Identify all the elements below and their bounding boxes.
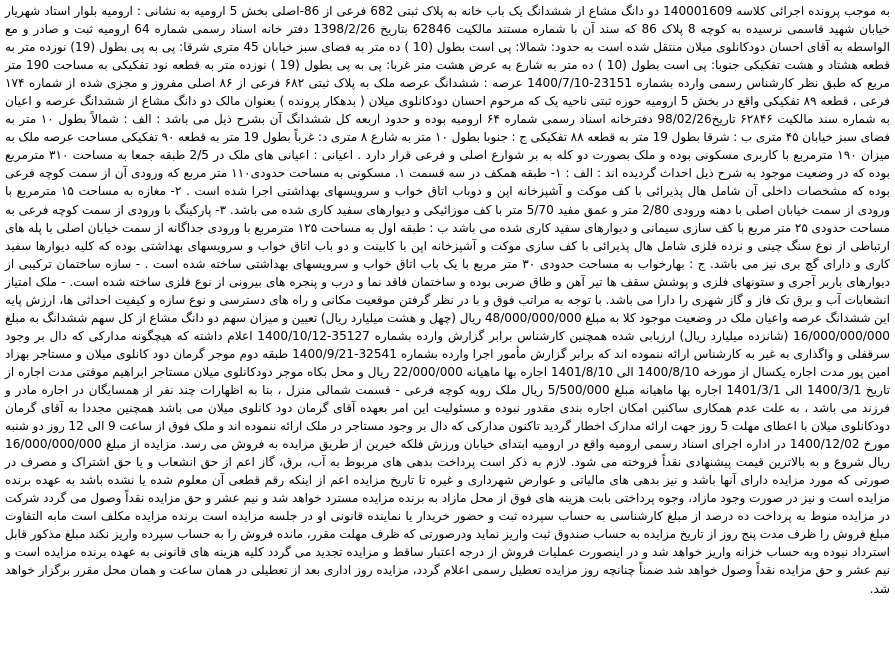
auction-notice-text: به موجب پرونده اجرائی کلاسه 140001609 دو دانگ مشاع از ششدانگ یک باب خانه به پلاک ثبتی 682 فرعی از 86-اصلی بخش 5 ارومیه به نشانی : ارومیه بلوار استاد شهریار خیابان شهید قاسمی نرسیده به کوچه 8 پلاک 86 که سند آن با شماره مستند مالکیت 62846 بتاریخ 1398/2/26 دفتر خانه اسناد رسمی شماره 64 ارومیه ثبت و صادر و مع الواسطه به آقای احسان دودکانلوی میلان منتقل شده است به حدود: شمالا: پی است بطول (10 ) ده متر به فضای سبز خیابان 45 متری شرقا: پی به پی بطول (19) نوزده متر به قطعه هشتاد و هشت تفکیکی جنوبا: پی است بطول (10 ) ده متر به شارع به عرض هشت متر غربا: پی به پی بطول (19 ) نوزده متر به قطعه نود تفکیکی به مساحت 190 متر مربع که طبق نظر کارشناس رسمی وارده بشماره 23151-1400/7/10 عرصه : ششدانگ عرصه ملک به پلاک ثبتی ۶۸۲ فرعی از ۸۶ اصلی مفروز و مجزی شده از شماره ۱۷۴ فرعی ، قطعه ۸۹ تفکیکی واقع در بخش 5 ارومیه حوزه ثبتی ناحیه یک که مرحوم احسان دودکانلوی میلان ( بدهکار پرونده ) بعنوان مالک دو دانگ مشاع از ششدانگ عرصه و اعیان به شماره سند مالکیت ۶۲۸۴۶ تاریخ98/02/26 دفترخانه اسناد رسمی شماره ۶۴ ارومیه بوده و حدود اربعه کل ششدانگ آن بشرح ذیل می باشد : الف : شمالاً بطول ۱۰ متر به فضای سبز خیابان ۴۵ متری ب : شرقا بطول 19 متر به قطعه ۸۸ تفکیکی ج : جنوبا بطول ۱۰ متر به شارع ۸ متری د: غرباً بطول 19 متر به قطعه ۹۰ تفکیکی مساحت عرصه ملک به میزان ۱۹۰ مترمربع با کاربری مسکونی بوده و ملک بصورت دو کله به بر شوارع اصلی و فرعی قرار دارد . اعیانی : اعیانی های ملک در 2/5 طبقه جمعا به مساحت ۳۱۰ مترمربع بوده که در وضعیت موجود به شرح ذیل احداث گردیده اند : الف : ۱- طبقه همکف در سه قسمت ۱. مسکونی به مساحت حدودی۱۱۰ متر مربع که ورودی آن از سمت کوچه فرعی بوده که مشخصات داخلی آن شامل هال پذیرائی با کف موکت و آشپزخانه اپن و دوباب اتاق خواب و سرویسهای بهداشتی اجرا شده است . ۲- مغازه به مساحت ۱۵ مترمربع با ورودی از سمت خیابان اصلی با دهنه ورودی 2/80 متر و عمق مفید 5/70 متر با کف موزائیکی و دیوارهای سفید کاری شده می باشد. ۳- پارکینگ با ورودی از سمت کوچه فرعی به مساحت حدودی ۲۵ متر مربع با کف سازی سیمانی و دیوارهای سفید کاری شده می باشد ب : طبقه اول به مساحت ۱۲۵ مترمربع با ورودی جداگانه از سمت خیابان اصلی با پله های ارتباطی از نوع سنگ چینی و نرده فلزی شامل هال پذیرائی با کف سازی موکت و آشپزخانه اپن با کابینت و دو باب اتاق خواب و سرویسهای بهداشتی بوده که کلیه دیوارها سفید کاری و دارای گچ بری نیز می باشد. ج : بهارخواب به مساحت حدودی ۳۰ متر مربع با یک باب اتاق خواب و سرویسهای بهداشتی ساخته شده است . - سازه ساختمان ترکیبی از دیوارهای باربر آجری و ستونهای فلزی و پوشش سقف ها تیر آهن و طاق ضربی بوده و ساختمان فاقد نما و درب و پنجره های بیرونی از نوع فلزی ساخته شده است. - ملک امتیاز انشعابات آب و برق تک فاز و گاز شهری را دارا می باشد. با توجه به مراتب فوق و با در نظر گرفتن موقعیت مکانی و راه های دسترسی و نوع سازه و کیفیت احداثی ها، ارزش پایه این ششدانگ عرصه واعیان ملک در وضعیت موجود کلا به مبلغ 48/000/000/000 ریال (چهل و هشت میلیارد ریال) تعیین و میزان سهم دو دانگ مشاع از کل سهم ششدانگ به مبلغ 16/000/000/000 (شانزده میلیارد ریال) ارزیابی شده همچنین کارشناس برابر گزارش وارده بشماره 35127-1400/10/12 اعلام داشته که هیچگونه مدارکی که دال بر وجود سرقفلی و واگذاری به غیر به کارشناس ارائه ننموده اند که برابر گزارش مأمور اجرا وارده بشماره 32541-1400/9/21 طبقه دوم موجر گرمان دود کانلوی میلان و مستاجر بهزاد امین پور مدت اجاره یکسال از مورخه 1400/8/10 الی 1401/8/10 اجاره بها ماهیانه 22/000/000 ریال و محل بکاه موجر دودکانلوی میلان مستاجر ابراهیم موقتی مدت اجاره از تاریخ 1400/3/1 الی 1401/3/1 اجاره بها ماهیانه مبلغ 5/500/000 ریال ملک رویه کوچه فرعی - قسمت شمالی منزل ، بنا به اظهارات چند نفر از همسایگان در اجاره مادر و فرزند می باشد ، به علت عدم همکاری ساکنین امکان اجاره بندی مقدور نبوده و مسئولیت این امر بعهده آقای گرمان دود کانلوی میلان می باشد همچنین مجددا به آقای گرمان دودکانلوی میلان با اعطای مهلت 5 روز جهت ارائه مدارک اخطار گردید تاکنون مدارکی که دال بر وجود مستاجر در ملک ارائه ننموده اند و ملک فوق از ساعت 9 الی 12 روز دو شنبه مورخ 1400/12/02 در اداره اجرای اسناد رسمی ارومیه واقع در ارومیه ابتدای خیابان ورزش فلکه خیرین از طریق مزایده به فروش می رسد. مزایده از مبلغ 16/000/000/000 ریال شروع و به بالاترین قیمت پیشنهادی نقداً فروخته می شود. لازم به ذکر است پرداخت بدهی های مربوط به آب، برق، گاز اعم از حق انشعاب و یا حق اشتراک و مصرف در صورتی که مورد مزایده دارای آنها باشد و نیز بدهی های مالیاتی و عوارض شهرداری و غیره تا تاریخ مزایده اعم از اینکه رقم قطعی آن معلوم شده یا نشده باشد به عهده برنده مزایده است و نیز در صورت وجود مازاد، وجوه پرداختی بابت هزینه های فوق از محل مازاد به برنده مزایده مسترد خواهد شد و نیم عشر و حق مزایده نقداً وصول می گردد شرکت در مزایده منوط به پرداخت ده درصد از مبلغ کارشناسی به حساب سپرده ثبت و حضور خریدار یا نماینده قانونی او در جلسه مزایده است برنده مزایده مکلف است مابه التفاوت مبلغ فروش را ظرف مدت پنج روز از تاریخ مزایده به حساب صندوق ثبت واریز نماید ودرصورتی که ظرف مهلت مقرر، مانده فروش را به حساب سپرده واریز نکند مبلغ مذکور قابل استرداد نبوده وبه حساب خزانه واریز خواهد شد و در اینصورت عملیات فروش از درجه اعتبار ساقط و مزایده تجدید می گردد کلیه هزینه های قانونی به عهده برنده مزایده است و نیم عشر و حق مزایده نقداً وصول خواهد شد ضمناً چنانچه روز مزایده تعطیل رسمی اعلام گردد، مزایده روز اداری بعد از تعطیلی در همان ساعت و همان محل مقرر برگزار خواهد شد. xyxy=(5,4,891,596)
